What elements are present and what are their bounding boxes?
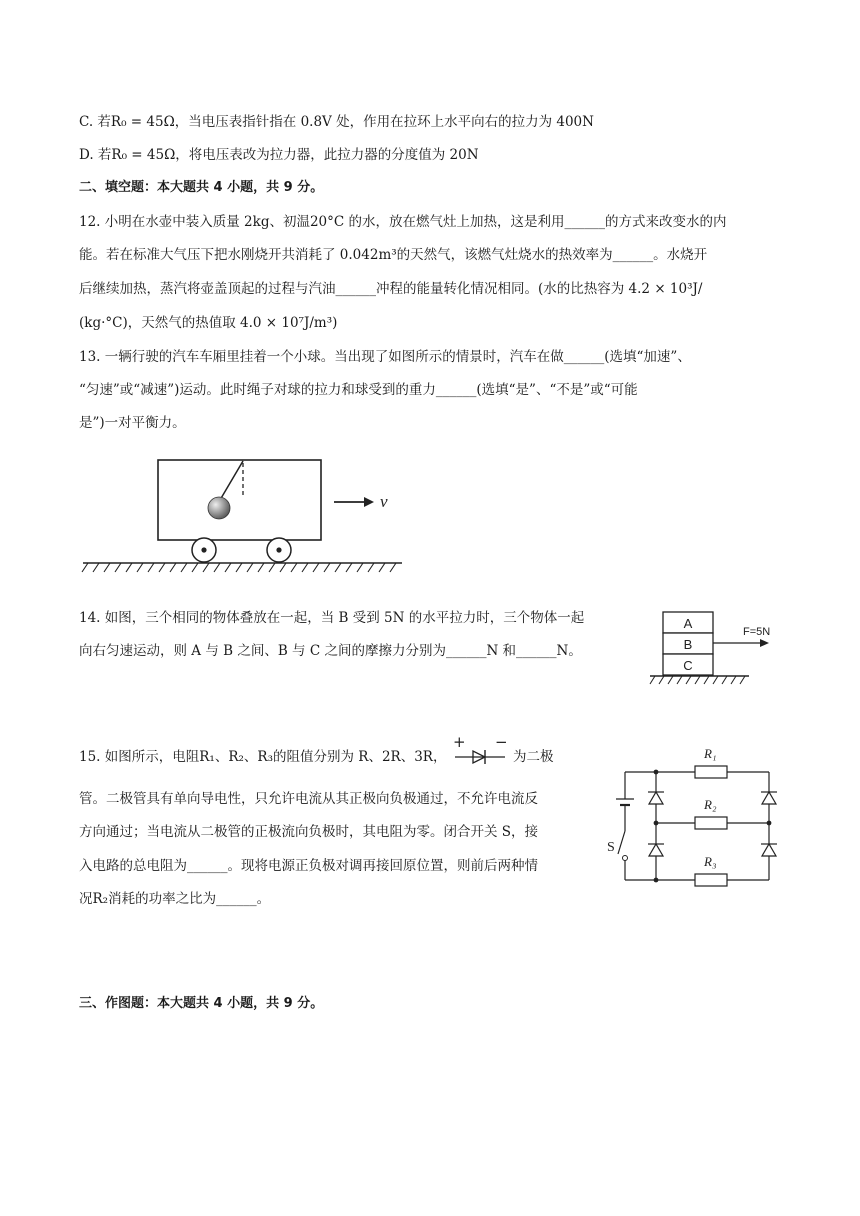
resistor-r1: [695, 766, 727, 778]
option-d: D. 若R₀ = 45Ω，将电压表改为拉力器，此拉力器的分度值为 20N: [79, 147, 479, 163]
diode-plus: +: [452, 732, 466, 751]
car-figure: [80, 455, 410, 580]
q13-line-2: “匀速”或“减速”)运动。此时绳子对球的拉力和球受到的重力______(选填“是”、“不是”或“可能: [79, 382, 638, 398]
force-label: F=5N: [743, 626, 771, 638]
section-2-heading: 二、填空题：本大题共 4 小题，共 9 分。: [79, 180, 324, 195]
diode-right-bottom: [761, 844, 777, 856]
switch-label: S: [607, 840, 615, 855]
q12-line-2: 能。若在标准大气压下把水刚烧开共消耗了 0.042m³的天然气，该燃气灶烧水的热效率为______。水烧开: [79, 247, 708, 263]
q15-line-5: 况R₂消耗的功率之比为______。: [79, 891, 271, 907]
q13-line-1: 13. 一辆行驶的汽车车厢里挂着一个小球。当出现了如图所示的情景时，汽车在做______(选填“加速”、: [79, 349, 691, 365]
q14-line-1: 14. 如图，三个相同的物体叠放在一起，当 B 受到 5N 的水平拉力时，三个物体一起: [79, 610, 585, 626]
block-a-label: A: [683, 616, 693, 631]
block-c-label: C: [683, 658, 693, 673]
ground-hatching: [82, 563, 396, 572]
q15-line-1: [79, 732, 554, 768]
q12-line-3: 后继续加热，蒸汽将壶盖顶起的过程与汽油______冲程的能量转化情况相同。(水的比热容为 4.2 × 10³J/: [79, 281, 703, 297]
block-b-label: B: [683, 637, 693, 652]
diode-left-bottom: [648, 844, 664, 856]
ball: [208, 497, 230, 519]
option-c: C. 若R₀ = 45Ω，当电压表指针指在 0.8V 处，作用在拉环上水平向右的拉力为 400N: [79, 114, 594, 130]
q15-line-1-text: 15. 如图所示，电阻R₁、R₂、R₃的阻值分别为 R、2R、3R，: [79, 749, 447, 765]
diode-minus: −: [494, 732, 508, 751]
r2-label: R₂: [704, 797, 717, 812]
q15-line-4: 入电路的总电阻为______。现将电源正负极对调再接回原位置，则前后两种情: [79, 858, 538, 874]
q13-line-3: 是”)一对平衡力。: [79, 415, 186, 431]
q15-line-3: 方向通过；当电流从二极管的正极流向负极时，其电阻为零。闭合开关 S，接: [79, 824, 539, 840]
q15-line-1-end: 为二极: [513, 749, 554, 765]
r3-label: R₃: [704, 854, 717, 869]
q12-line-4: (kg·°C)，天然气的热值取 4.0 × 10⁷J/m³): [79, 315, 338, 331]
velocity-label: v: [380, 492, 388, 511]
car-body: [158, 460, 321, 540]
diode-symbol-inline: [451, 732, 509, 768]
section-3-heading: 三、作图题：本大题共 4 小题，共 9 分。: [79, 996, 324, 1011]
resistor-r3: [695, 874, 727, 886]
q15-line-2: 管。二极管具有单向导电性，只允许电流从其正极向负极通过，不允许电流反: [79, 791, 538, 807]
circuit-figure: [608, 738, 793, 890]
blocks-figure: [645, 608, 785, 693]
rope: [220, 461, 243, 500]
diode-left-top: [648, 792, 664, 804]
diode-right-top: [761, 792, 777, 804]
q12-line-1: 12. 小明在水壶中装入质量 2kg、初温20°C 的水，放在燃气灶上加热，这是利用______的方式来改变水的内: [79, 214, 727, 230]
switch-blade: [618, 831, 625, 854]
resistor-r2: [695, 817, 727, 829]
ground-hatching: [650, 676, 745, 684]
r1-label: R₁: [704, 746, 717, 761]
q14-line-2: 向右匀速运动，则 A 与 B 之间、B 与 C 之间的摩擦力分别为______N 和______N。: [79, 643, 582, 659]
